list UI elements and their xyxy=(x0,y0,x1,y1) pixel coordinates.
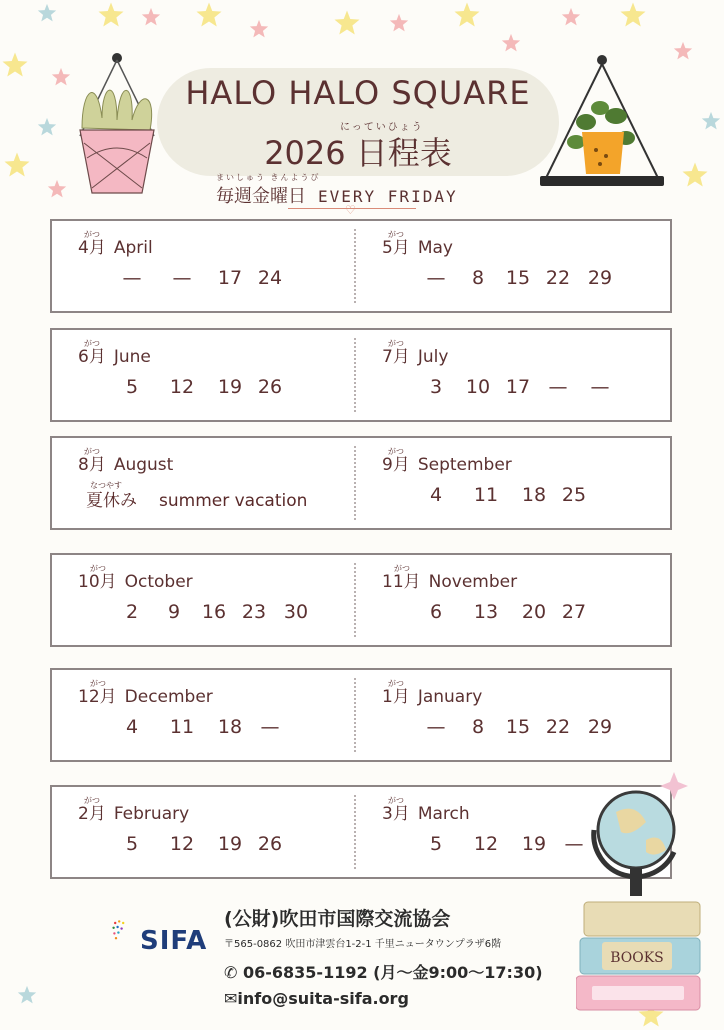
month-jp: 7月 xyxy=(382,347,410,367)
subtitle xyxy=(216,182,536,208)
date-value: — xyxy=(564,833,584,855)
date-value: 17 xyxy=(217,267,243,289)
date-value: 12 xyxy=(169,833,195,855)
star-icon xyxy=(388,12,410,34)
date-value: 11 xyxy=(473,484,499,506)
date-value: 10 xyxy=(465,376,491,398)
month-label xyxy=(78,447,174,475)
mail-icon: ✉ xyxy=(224,989,238,1008)
star-icon xyxy=(332,8,362,38)
date-value: 5 xyxy=(429,833,443,855)
month-april xyxy=(52,221,352,311)
star-icon xyxy=(194,0,224,30)
month-jp: 4月 xyxy=(78,238,106,258)
date-value: 19 xyxy=(217,833,243,855)
hanging-plant-illustration xyxy=(62,48,172,198)
subtitle-jp: 毎週金曜日 xyxy=(216,186,306,207)
star-icon xyxy=(36,2,58,24)
date-value: 13 xyxy=(473,601,499,623)
month-september xyxy=(356,438,656,528)
date-value: 18 xyxy=(521,484,547,506)
date-value: 2 xyxy=(125,601,139,623)
month-en: September xyxy=(417,455,512,475)
month-jp: 3月 xyxy=(382,804,410,824)
month-february xyxy=(52,787,352,877)
month-label xyxy=(78,679,213,707)
phone-icon: ✆ xyxy=(224,963,238,982)
page-subtitle-year: 2026 日程表 xyxy=(264,134,452,172)
title-ruby: にっていひょう xyxy=(340,122,424,133)
month-ruby: がつ xyxy=(90,679,106,688)
month-ruby: がつ xyxy=(388,796,404,805)
date-value: 11 xyxy=(169,716,195,738)
month-jp: 1月 xyxy=(382,687,410,707)
organization-name: (公財)吹田市国際交流協会 xyxy=(224,908,451,930)
month-en: October xyxy=(124,572,193,592)
date-value: 29 xyxy=(587,716,613,738)
schedule-card xyxy=(50,668,672,762)
date-value: 26 xyxy=(257,376,283,398)
schedule-card xyxy=(50,436,672,530)
heart-icon: ♡ xyxy=(345,203,356,217)
month-label xyxy=(78,564,193,592)
month-label xyxy=(78,796,190,824)
star-icon xyxy=(96,0,126,30)
month-en: June xyxy=(113,347,151,367)
date-value: 4 xyxy=(429,484,443,506)
date-value: 15 xyxy=(505,716,531,738)
vacation-note xyxy=(86,481,308,511)
month-label xyxy=(382,339,449,367)
date-value: 27 xyxy=(561,601,587,623)
date-value: 17 xyxy=(505,376,531,398)
page-title: HALO HALO SQUARE xyxy=(185,74,531,112)
date-value: 23 xyxy=(241,601,267,623)
subtitle-ruby: まいしゅう きんようび xyxy=(216,173,321,182)
month-august xyxy=(52,438,352,528)
star-icon xyxy=(618,0,648,30)
month-july xyxy=(356,330,656,420)
month-en: November xyxy=(428,572,518,592)
month-en: April xyxy=(113,238,153,258)
date-value: 6 xyxy=(429,601,443,623)
schedule-card xyxy=(50,328,672,422)
star-icon xyxy=(248,18,270,40)
date-value: 4 xyxy=(125,716,139,738)
date-value: — xyxy=(548,376,568,398)
date-value: 22 xyxy=(545,716,571,738)
date-value: 9 xyxy=(167,601,181,623)
date-value: 12 xyxy=(473,833,499,855)
month-ruby: がつ xyxy=(84,230,100,239)
month-ruby: がつ xyxy=(394,564,410,573)
address: 〒565-0862 吹田市津雲台1-2-1 千里ニュータウンプラザ6階 xyxy=(224,939,502,950)
date-value: 12 xyxy=(169,376,195,398)
date-value: 22 xyxy=(545,267,571,289)
month-label xyxy=(78,230,153,258)
month-january xyxy=(356,670,656,760)
month-november xyxy=(356,555,656,645)
star-icon xyxy=(680,160,710,190)
month-label xyxy=(382,679,483,707)
date-value: 18 xyxy=(217,716,243,738)
date-value: 30 xyxy=(283,601,309,623)
date-value: 26 xyxy=(257,833,283,855)
star-icon xyxy=(560,6,582,28)
month-label xyxy=(382,447,512,475)
subtitle-en: EVERY FRIDAY xyxy=(318,187,458,206)
month-label xyxy=(382,564,518,592)
month-october xyxy=(52,555,352,645)
email-address: info@suita-sifa.org xyxy=(237,989,409,1008)
date-value: 19 xyxy=(521,833,547,855)
date-value: 8 xyxy=(471,267,485,289)
month-ruby: がつ xyxy=(388,679,404,688)
date-value: — xyxy=(260,716,280,738)
date-value: 15 xyxy=(505,267,531,289)
date-value: 20 xyxy=(521,601,547,623)
schedule-card xyxy=(50,219,672,313)
month-jp: 11月 xyxy=(382,572,421,592)
month-ruby: がつ xyxy=(388,339,404,348)
month-label xyxy=(78,339,151,367)
month-may xyxy=(356,221,656,311)
star-icon xyxy=(700,110,722,132)
phone-number: 06-6835-1192 (月〜金9:00〜17:30) xyxy=(242,963,543,982)
month-ruby: がつ xyxy=(84,339,100,348)
month-en: August xyxy=(113,455,174,475)
date-value: 5 xyxy=(125,833,139,855)
note-en: summer vacation xyxy=(159,491,308,511)
month-en: December xyxy=(124,687,213,707)
date-value: — xyxy=(590,376,610,398)
month-en: March xyxy=(417,804,470,824)
date-value: 5 xyxy=(125,376,139,398)
star-icon xyxy=(2,150,32,180)
email[interactable] xyxy=(224,989,543,1008)
month-june xyxy=(52,330,352,420)
month-ruby: がつ xyxy=(84,796,100,805)
month-jp: 6月 xyxy=(78,347,106,367)
month-en: May xyxy=(417,238,453,258)
month-ruby: がつ xyxy=(388,230,404,239)
month-en: February xyxy=(113,804,190,824)
date-value: 16 xyxy=(201,601,227,623)
star-icon xyxy=(36,116,58,138)
month-jp: 9月 xyxy=(382,455,410,475)
month-jp: 12月 xyxy=(78,687,117,707)
star-icon xyxy=(140,6,162,28)
sifa-logo: SIFA xyxy=(140,926,208,956)
phone[interactable] xyxy=(224,960,543,983)
star-icon xyxy=(672,40,694,62)
month-jp: 10月 xyxy=(78,572,117,592)
date-value: 8 xyxy=(471,716,485,738)
note-ruby: なつやす xyxy=(90,481,122,490)
date-value: — xyxy=(426,267,446,289)
month-label xyxy=(382,230,453,258)
date-value: 25 xyxy=(561,484,587,506)
footer-contact xyxy=(224,904,543,1008)
month-label xyxy=(382,796,470,824)
month-jp: 5月 xyxy=(382,238,410,258)
month-ruby: がつ xyxy=(388,447,404,456)
star-icon xyxy=(452,0,482,30)
books-label: BOOKS xyxy=(610,950,664,966)
date-value: — xyxy=(172,267,192,289)
date-value: 29 xyxy=(587,267,613,289)
month-jp: 2月 xyxy=(78,804,106,824)
month-jp: 8月 xyxy=(78,455,106,475)
date-value: — xyxy=(122,267,142,289)
date-value: — xyxy=(426,716,446,738)
month-december xyxy=(52,670,352,760)
schedule-card xyxy=(50,553,672,647)
month-ruby: がつ xyxy=(84,447,100,456)
globe-books-illustration xyxy=(576,762,706,1020)
date-value: 19 xyxy=(217,376,243,398)
month-en: January xyxy=(417,687,483,707)
date-value: 24 xyxy=(257,267,283,289)
month-ruby: がつ xyxy=(90,564,106,573)
note-jp: 夏休み xyxy=(86,491,137,511)
star-icon xyxy=(0,50,30,80)
star-icon xyxy=(16,984,38,1006)
star-icon xyxy=(500,32,522,54)
month-en: July xyxy=(417,347,449,367)
date-value: 3 xyxy=(429,376,443,398)
